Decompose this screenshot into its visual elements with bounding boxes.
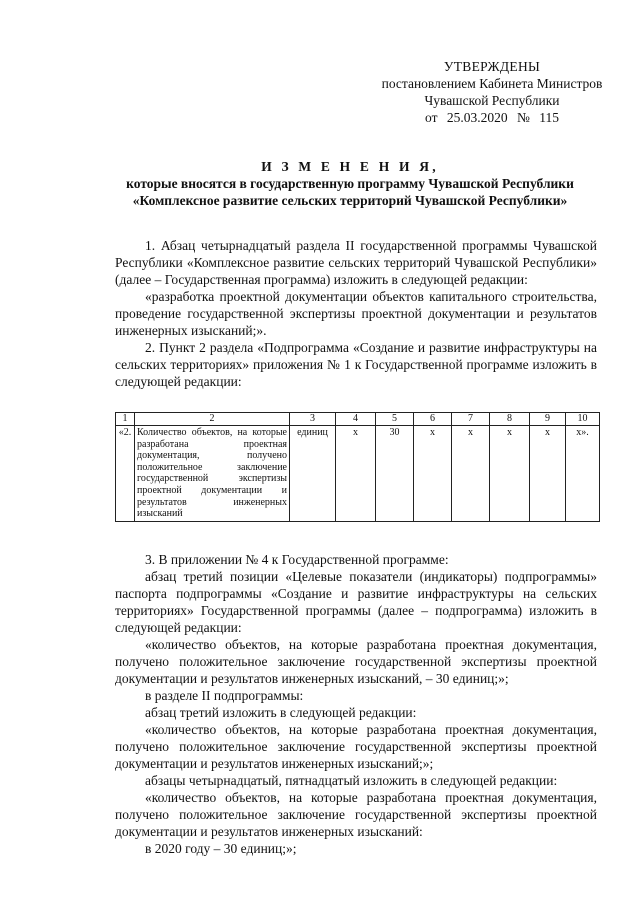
paragraph-1: 1. Абзац четырнадцатый раздела II государственной программы Чувашской Республики «Комплексное развитие сельских территорий Чувашской Республики» (далее – Государственная программа) изложить в следующей редакции: [115, 238, 597, 287]
paragraph-9: «количество объектов, на которые разработана проектная документация, получено положительное заключение государственной экспертизы проектной документации и результатов инженерных изысканий;»; [115, 722, 597, 771]
table-header-cell: 8 [490, 413, 530, 426]
table-cell-value: 30 [376, 426, 414, 522]
table-header-cell: 1 [116, 413, 135, 426]
table-cell-value: х». [566, 426, 600, 522]
paragraph-5: абзац третий позиции «Целевые показатели (индикаторы) подпрограммы» паспорта подпрограммы «Создание и развитие инфраструктуры на сельских территориях» Государственной программы (далее – подпрограмма) изложить в следующей редакции: [115, 569, 597, 635]
paragraph-4: 3. В приложении № 4 к Государственной программе: [145, 552, 449, 567]
title-subtitle-1: которые вносятся в государственную программу Чувашской Республики [126, 176, 574, 191]
paragraph-8: абзац третий изложить в следующей редакции: [145, 705, 417, 720]
approval-line-1: постановлением Кабинета Министров [381, 76, 603, 91]
table-cell-description: Количество объектов, на которые разработана проектная документация, получено положительное заключение государственной экспертизы проектной документации и результатов инженерных изысканий [135, 426, 290, 522]
table-header-cell: 7 [452, 413, 490, 426]
paragraph-12: в 2020 году – 30 единиц;»; [145, 841, 297, 856]
paragraph-11: «количество объектов, на которые разработана проектная документация, получено положительное заключение государственной экспертизы проектной документации и результатов инженерных изысканий: [115, 790, 597, 839]
table-header-cell: 6 [414, 413, 452, 426]
table-cell-value: х [336, 426, 376, 522]
table-cell-value: х [414, 426, 452, 522]
section-1 [115, 237, 597, 390]
table-header-cell: 3 [290, 413, 336, 426]
approval-line-2: Чувашской Республики [424, 93, 560, 108]
table-header-cell: 10 [566, 413, 600, 426]
approval-heading: УТВЕРЖДЕНЫ [443, 59, 541, 74]
title-main: И З М Е Н Е Н И Я, [261, 159, 439, 174]
table-header-row [116, 413, 600, 426]
table-cell-value: х [530, 426, 566, 522]
paragraph-6: «количество объектов, на которые разработана проектная документация, получено положительное заключение государственной экспертизы проектной документации и результатов инженерных изысканий, – 30 единиц;»; [115, 637, 597, 686]
table-header-cell: 4 [336, 413, 376, 426]
table-header-cell: 9 [530, 413, 566, 426]
paragraph-10: абзацы четырнадцатый, пятнадцатый изложить в следующей редакции: [145, 773, 558, 788]
table-cell-value: х [490, 426, 530, 522]
approval-date-line: от 25.03.2020 № 115 [425, 110, 559, 125]
approval-stamp [372, 58, 612, 126]
indicator-table [115, 412, 600, 522]
table-header-cell: 2 [135, 413, 290, 426]
document-title [60, 158, 640, 209]
table-header-cell: 5 [376, 413, 414, 426]
paragraph-7: в разделе II подпрограммы: [145, 688, 304, 703]
table-row [116, 426, 600, 522]
table-cell-unit: единиц [290, 426, 336, 522]
section-3 [115, 551, 597, 857]
table-cell-number: «2. [116, 426, 135, 522]
paragraph-2: «разработка проектной документации объектов капитального строительства, проведение государственной экспертизы проектной документации и результатов инженерных изысканий;». [115, 289, 597, 338]
table-cell-value: х [452, 426, 490, 522]
paragraph-3: 2. Пункт 2 раздела «Подпрограмма «Создание и развитие инфраструктуры на сельских территориях» приложения № 1 к Государственной программе изложить в следующей редакции: [115, 340, 597, 389]
title-subtitle-2: «Комплексное развитие сельских территорий Чувашской Республики» [132, 193, 568, 208]
